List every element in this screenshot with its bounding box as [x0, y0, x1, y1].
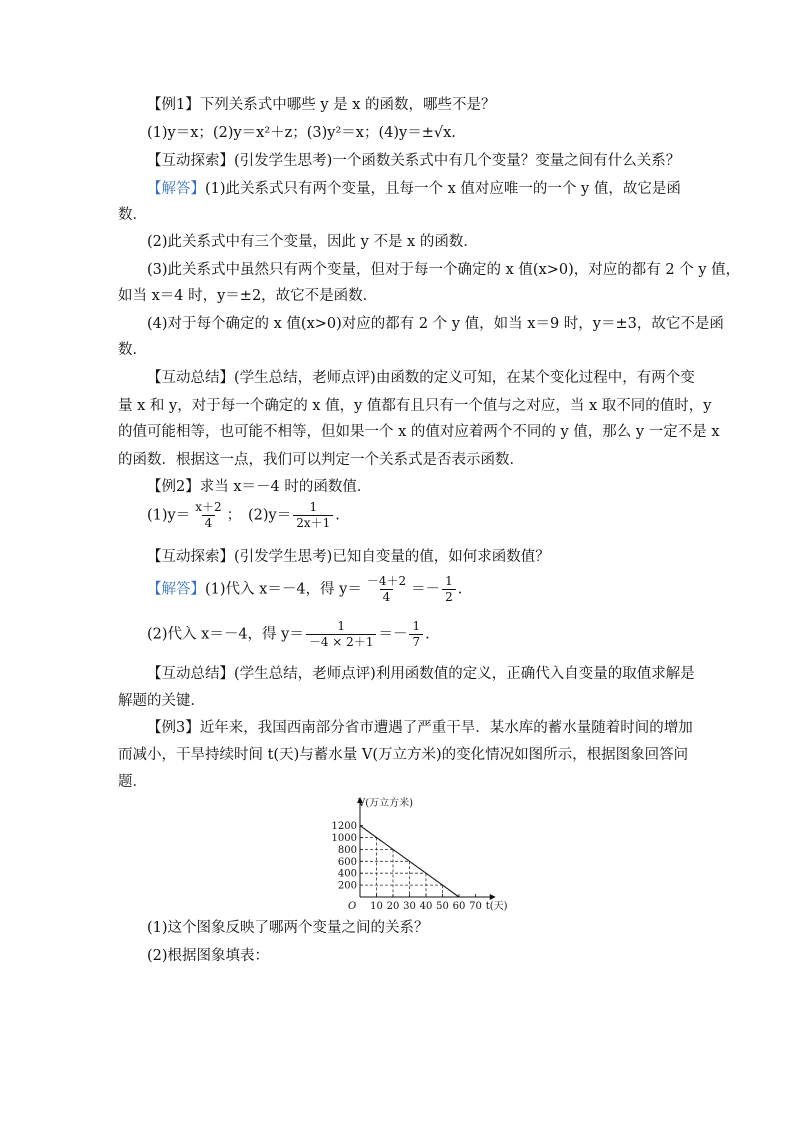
ex2-a1-result [442, 574, 456, 605]
ex2-f1-fraction [192, 500, 224, 531]
ex2-f2-suffix: . [335, 507, 340, 524]
x-tick-label: 20 [386, 901, 400, 912]
ex2-formula2 [248, 500, 340, 531]
ex2-f1-suffix: ； [226, 507, 242, 524]
ex2-a1-rden: 2 [442, 589, 456, 605]
ex2-f2-fraction [293, 500, 333, 531]
y-tick-label: 600 [337, 856, 357, 868]
ex2-a2-eq: ＝－ [378, 626, 408, 643]
ex1-formulas: (1)y＝x；(2)y＝x²＋z；(3)y²＝x；(4)y＝±√x. [147, 125, 456, 141]
y-tick-label: 1200 [331, 821, 357, 833]
ex2-answer2 [147, 619, 430, 650]
ex2-a1-prefix: (1)代入 x＝－4，得 y＝ [205, 581, 362, 598]
ex2-a2-den: －4 × 2＋1 [306, 634, 377, 650]
ex2-a1-num: －4＋2 [366, 574, 407, 588]
ex1-answer4-line2: 数． [118, 342, 147, 358]
x-axis-arrow [490, 894, 496, 900]
ex3-title-line1: 【例3】近年来，我国西南部分省市遭遇了严重干旱．某水库的蓄水量随着时间的增加 [147, 720, 693, 736]
ex2-f2-den: 2x＋1 [293, 515, 333, 531]
ex2-a2-end: . [425, 626, 430, 643]
ex1-title: 【例1】下列关系式中哪些 y 是 x 的函数，哪些不是？ [147, 97, 496, 113]
ex2-a2-rnum: 1 [412, 619, 421, 633]
ex2-f1-num: x＋2 [195, 500, 222, 514]
x-tick-label: 40 [419, 901, 433, 912]
y-tick-label: 200 [337, 880, 357, 892]
ex2-f1-prefix: (1)y＝ [147, 507, 191, 524]
series-line [360, 826, 459, 897]
ex2-a2-result [409, 619, 423, 650]
ex2-title: 【例2】求当 x＝－4 时的函数值． [147, 479, 372, 495]
ex2-a1-end: . [457, 581, 463, 598]
x-tick-label: 60 [452, 901, 466, 912]
ex1-answer2: (2)此关系式中有三个变量，因此 y 不是 x 的函数． [147, 234, 478, 250]
ex2-a2-num: 1 [337, 619, 345, 633]
ex1-summary-line3: 的值可能相等，也可能不相等，但如果一个 x 的值对应着两个不同的 y 值，那么 y 一定不是 x [118, 424, 720, 440]
ex3-title-line2: 而减小，干旱持续时间 t(天)与蓄水量 V(万立方米)的变化情况如图所示，根据图象回答问 [118, 747, 689, 763]
ex1-answer3-line2: 如当 x＝4 时，y＝±2，故它不是函数． [118, 288, 378, 304]
x-tick-label: 30 [403, 901, 416, 912]
ex2-a1-fraction [364, 574, 409, 605]
ex2-a2-prefix: (2)代入 x＝－4，得 y＝ [147, 626, 304, 643]
ex1-answer-line1 [147, 179, 681, 199]
ex2-answer1 [147, 574, 462, 605]
x-tick-label: 10 [370, 901, 383, 912]
ex2-a2-rden: 7 [409, 634, 423, 650]
ex3-question1: (1)这个图象反映了哪两个变量之间的关系？ [147, 920, 429, 936]
ex2-f2-num: 1 [309, 500, 318, 514]
ex2-a1-eq: ＝－ [411, 581, 441, 598]
ex2-explore: 【互动探索】(引发学生思考)已知自变量的值，如何求函数值？ [147, 549, 550, 565]
answer-tag: 【解答】 [147, 581, 205, 598]
ex1-answer3-line1: (3)此关系式中虽然只有两个变量，但对于每一个确定的 x 值(x>0)，对应的都有 2 个 y 值， [147, 262, 741, 278]
ex1-summary-line1: 【互动总结】(学生总结，老师点评)由函数的定义可知，在某个变化过程中，有两个变 [147, 370, 695, 386]
ex2-summary-line2: 解题的关键． [118, 693, 205, 709]
ex2-f2-prefix: (2)y＝ [248, 507, 292, 524]
ex2-a1-rnum: 1 [445, 574, 453, 588]
y-axis-title: V(万立方米) [358, 798, 414, 809]
ex2-a1-den: 4 [380, 589, 394, 605]
x-axis-title: t(天) [485, 901, 508, 912]
y-tick-label: 400 [337, 868, 357, 880]
ex1-answer4-line1: (4)对于每个确定的 x 值(x>0)对应的都有 2 个 y 值，如当 x＝9 时，y＝±3，故它不是函 [147, 316, 724, 332]
ex2-a2-fraction [306, 619, 377, 650]
ex2-f1-den: 4 [202, 515, 216, 531]
ex1-summary-line4: 的函数．根据这一点，我们可以判定一个关系式是否表示函数． [118, 452, 524, 468]
ex1-explore: 【互动探索】(引发学生思考)一个函数关系式中有几个变量？变量之间有什么关系？ [147, 153, 681, 169]
ex2-summary-line1: 【互动总结】(学生总结，老师点评)利用函数值的定义，正确代入自变量的取值求解是 [147, 666, 695, 682]
ex3-title-line3: 题． [118, 774, 147, 790]
ex3-question2: (2)根据图象填表： [147, 948, 270, 964]
reservoir-chart [320, 795, 508, 913]
answer-tag: 【解答】 [147, 181, 205, 197]
origin-label: O [348, 901, 357, 912]
ex1-summary-line2: 量 x 和 y，对于每一个确定的 x 值，y 值都有且只有一个值与之对应，当 x 取不同的值时，y [118, 398, 712, 414]
y-tick-label: 1000 [331, 833, 357, 844]
x-tick-label: 50 [436, 901, 449, 912]
ex1-answer-line2: 数． [118, 207, 147, 223]
ex2-formula1 [147, 500, 241, 531]
y-tick-label: 800 [337, 844, 357, 856]
ex1-answer1-text: (1)此关系式只有两个变量，且每一个 x 值对应唯一的一个 y 值，故它是函 [205, 181, 681, 197]
x-tick-label: 70 [469, 901, 482, 912]
